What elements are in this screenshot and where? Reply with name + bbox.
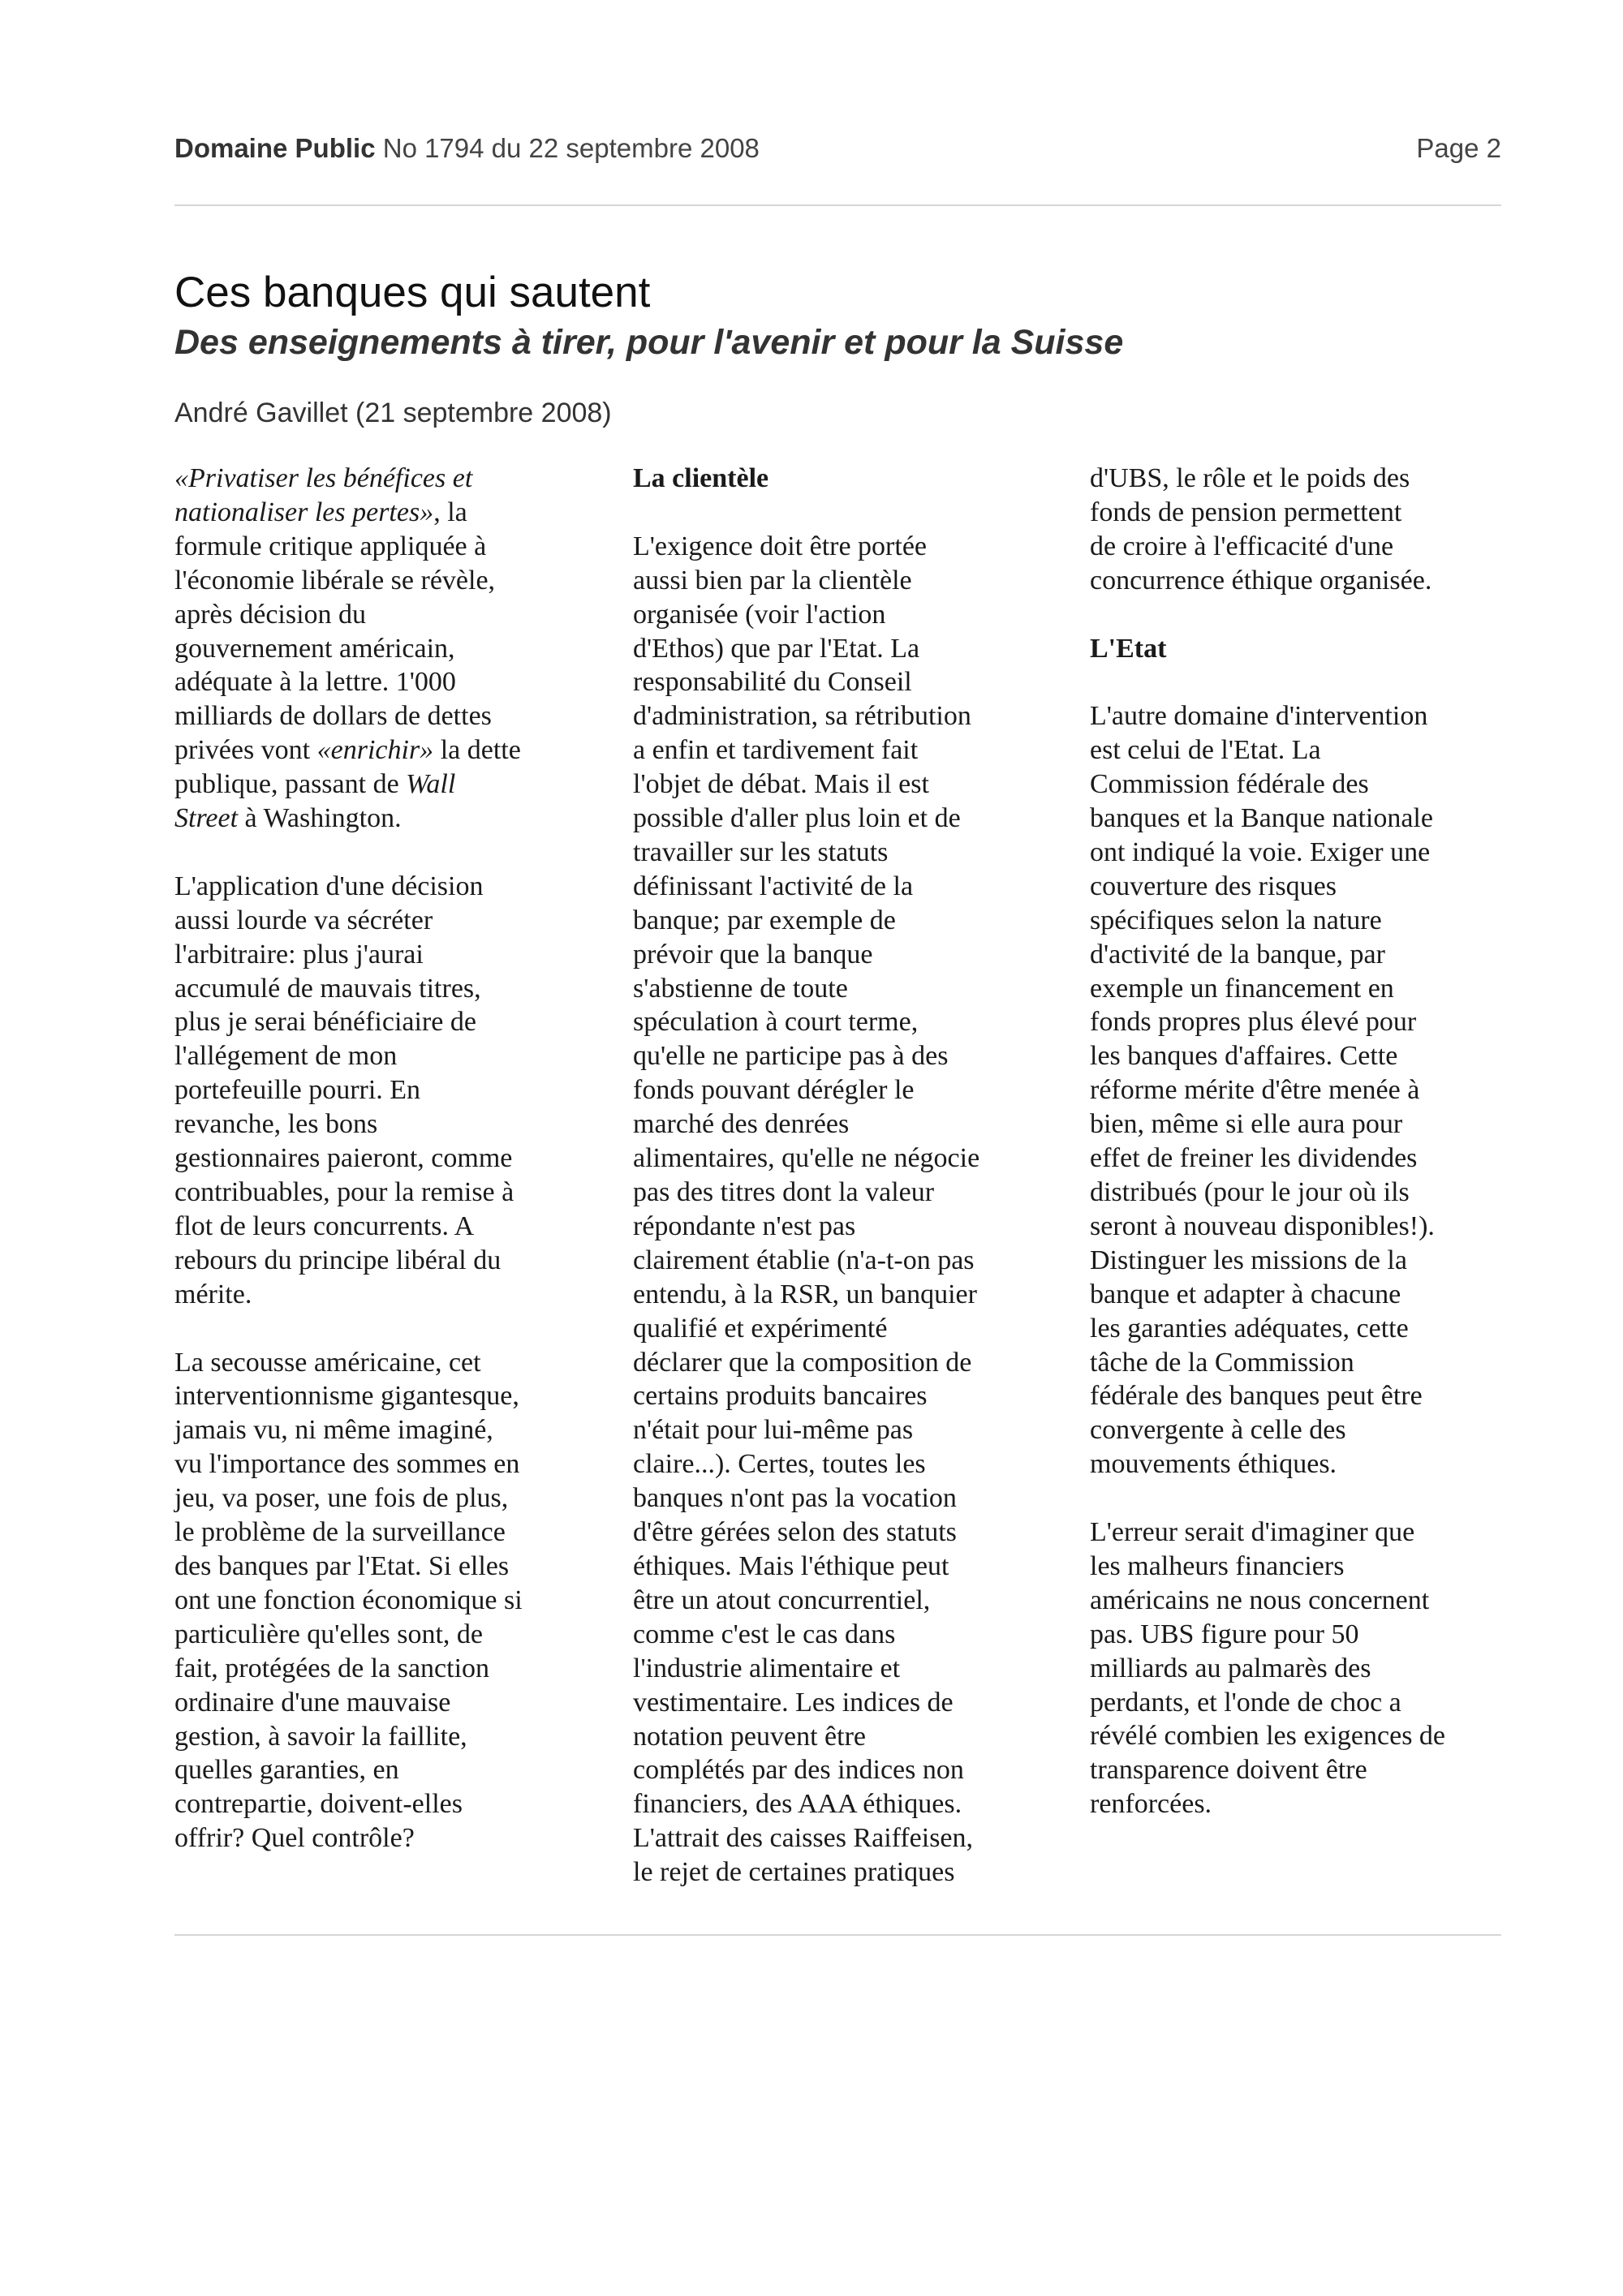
text-line: pas. UBS figure pour 50 <box>1090 1619 1359 1649</box>
text-line: particulière qu'elles sont, de <box>174 1619 483 1649</box>
paragraph <box>1090 699 1528 1481</box>
section-heading-clientele: La clientèle <box>633 463 769 493</box>
text-line: spécifiques selon la nature <box>1090 905 1382 935</box>
text-line: interventionnisme gigantesque, <box>174 1381 519 1412</box>
text-line: «Privatiser les bénéfices et <box>174 463 473 493</box>
text-column-1 <box>174 462 613 1890</box>
text-line <box>174 802 613 836</box>
text-line: pas des titres dont la valeur <box>633 1177 935 1208</box>
text-line: réforme mérite d'être menée à <box>1090 1075 1420 1106</box>
text-line: fait, protégées de la sanction <box>174 1653 490 1683</box>
text-line: portefeuille pourri. En <box>174 1075 421 1106</box>
text-line: l'allégement de mon <box>174 1041 398 1072</box>
text-line: organisée (voir l'action <box>633 599 886 630</box>
paragraph <box>174 870 613 1312</box>
text-line: l'objet de débat. Mais il est <box>633 769 929 800</box>
text-line: seront à nouveau disponibles!). <box>1090 1210 1435 1241</box>
text-run: publique, passant de <box>174 769 407 800</box>
paragraph <box>174 462 613 836</box>
text-line: distribués (pour le jour où ils <box>1090 1177 1410 1207</box>
paragraph <box>633 530 1071 1890</box>
text-line <box>174 733 613 767</box>
text-line: contribuables, pour la remise à <box>174 1177 514 1208</box>
text-line: transparence doivent être <box>1090 1755 1367 1786</box>
text-line: clairement établie (n'a-t-on pas <box>633 1245 975 1275</box>
text-run: la dette <box>433 735 521 766</box>
text-line: l'arbitraire: plus j'aurai <box>174 939 424 970</box>
text-line: les garanties adéquates, cette <box>1090 1313 1409 1344</box>
text-italic: Street <box>174 803 239 834</box>
text-line: effet de freiner les dividendes <box>1090 1143 1418 1174</box>
text-line: banque et adapter à chacune <box>1090 1279 1401 1309</box>
header-divider <box>174 204 1501 206</box>
text-line: perdants, et l'onde de choc a <box>1090 1687 1401 1718</box>
text-line: qu'elle ne participe pas à des <box>633 1041 949 1072</box>
text-line: possible d'aller plus loin et de <box>633 803 961 834</box>
issue-info: No 1794 du 22 septembre 2008 <box>375 133 760 163</box>
text-italic: «enrichir» <box>316 735 434 766</box>
text-column-2 <box>633 462 1071 1924</box>
text-line: L'application d'une décision <box>174 871 484 901</box>
footer-divider <box>174 1934 1501 1936</box>
text-line: révélé combien les exigences de <box>1090 1721 1446 1752</box>
text-column-3 <box>1090 462 1528 1855</box>
article-byline: André Gavillet (21 septembre 2008) <box>174 398 612 428</box>
text-line: entendu, à la RSR, un banquier <box>633 1279 977 1309</box>
text-line: financiers, des AAA éthiques. <box>633 1789 962 1820</box>
text-line: d'activité de la banque, par <box>1090 939 1385 970</box>
text-line: après décision du <box>174 599 367 630</box>
text-line: banques n'ont pas la vocation <box>633 1483 957 1514</box>
text-line: aussi lourde va sécréter <box>174 905 433 935</box>
text-line: complétés par des indices non <box>633 1755 964 1786</box>
text-line: ont une fonction économique si <box>174 1584 523 1615</box>
text-line: accumulé de mauvais titres, <box>174 973 481 1004</box>
text-line: banques et la Banque nationale <box>1090 803 1433 834</box>
text-line: Commission fédérale des <box>1090 769 1369 800</box>
text-line: définissant l'activité de la <box>633 871 914 901</box>
text-line: a enfin et tardivement fait <box>633 735 919 766</box>
text-line: contrepartie, doivent-elles <box>174 1789 463 1820</box>
text-line: La secousse américaine, cet <box>174 1347 481 1378</box>
text-line: fonds propres plus élevé pour <box>1090 1007 1417 1038</box>
text-line: milliards de dollars de dettes <box>174 701 492 732</box>
text-line: exemple un financement en <box>1090 973 1394 1004</box>
text-line: adéquate à la lettre. 1'000 <box>174 667 456 698</box>
text-line: rebours du principe libéral du <box>174 1245 502 1275</box>
text-line: prévoir que la banque <box>633 939 873 970</box>
text-line: formule critique appliquée à <box>174 531 487 561</box>
text-line: Distinguer les missions de la <box>1090 1245 1407 1275</box>
text-line: quelles garanties, en <box>174 1755 399 1786</box>
text-line: L'erreur serait d'imaginer que <box>1090 1517 1415 1548</box>
text-italic: nationaliser les pertes» <box>174 497 434 527</box>
text-line: qualifié et expérimenté <box>633 1313 888 1344</box>
text-line: fonds de pension permettent <box>1090 497 1402 527</box>
text-line: d'être gérées selon des statuts <box>633 1517 957 1548</box>
text-line: flot de leurs concurrents. A <box>174 1210 475 1241</box>
text-line: est celui de l'Etat. La <box>1090 735 1321 766</box>
text-line: d'Ethos) que par l'Etat. La <box>633 633 920 664</box>
text-line: banque; par exemple de <box>633 905 896 935</box>
text-line: L'attrait des caisses Raiffeisen, <box>633 1823 974 1854</box>
text-run: privées vont <box>174 735 317 766</box>
text-line: milliards au palmarès des <box>1090 1653 1371 1683</box>
text-line: couverture des risques <box>1090 871 1337 901</box>
text-line: répondante n'est pas <box>633 1210 856 1241</box>
text-run: , la <box>433 497 467 527</box>
text-line: gestionnaires paieront, comme <box>174 1143 513 1174</box>
text-line: d'UBS, le rôle et le poids des <box>1090 463 1410 493</box>
text-line: mouvements éthiques. <box>1090 1449 1337 1480</box>
page-header <box>174 130 1501 170</box>
text-line <box>174 496 613 530</box>
text-line: jeu, va poser, une fois de plus, <box>174 1483 509 1514</box>
text-line: certains produits bancaires <box>633 1381 928 1412</box>
text-line: travailler sur les statuts <box>633 836 889 867</box>
text-line: américains ne nous concernent <box>1090 1584 1430 1615</box>
text-line: revanche, les bons <box>174 1109 378 1140</box>
text-line: L'exigence doit être portée <box>633 531 927 561</box>
text-line: n'était pour lui-même pas <box>633 1415 914 1446</box>
article-subtitle: Des enseignements à tirer, pour l'avenir et pour la Suisse <box>174 323 1124 362</box>
text-line: alimentaires, qu'elle ne négocie <box>633 1143 980 1174</box>
text-line: les banques d'affaires. Cette <box>1090 1041 1398 1072</box>
text-line: des banques par l'Etat. Si elles <box>174 1550 510 1581</box>
page-number: Page 2 <box>1416 133 1501 163</box>
text-line: être un atout concurrentiel, <box>633 1584 931 1615</box>
text-line: fonds pouvant dérégler le <box>633 1075 915 1106</box>
text-line: plus je serai bénéficiaire de <box>174 1007 476 1038</box>
text-run: à Washington. <box>238 803 402 834</box>
text-line: gouvernement américain, <box>174 633 455 664</box>
text-line: notation peuvent être <box>633 1721 867 1752</box>
text-line: l'économie libérale se révèle, <box>174 565 496 595</box>
publication-info <box>174 133 760 164</box>
paragraph <box>1090 1516 1528 1821</box>
text-line: le rejet de certaines pratiques <box>633 1857 955 1888</box>
text-line: fédérale des banques peut être <box>1090 1381 1423 1412</box>
text-line <box>174 767 613 802</box>
text-line: s'abstienne de toute <box>633 973 848 1004</box>
text-line: mérite. <box>174 1279 252 1309</box>
text-line: le problème de la surveillance <box>174 1517 506 1548</box>
text-line: bien, même si elle aura pour <box>1090 1109 1403 1140</box>
text-line: offrir? Quel contrôle? <box>174 1823 415 1854</box>
text-line: les malheurs financiers <box>1090 1550 1345 1581</box>
text-line: l'industrie alimentaire et <box>633 1653 901 1683</box>
paragraph <box>174 1346 613 1856</box>
paragraph <box>1090 462 1528 598</box>
text-line: éthiques. Mais l'éthique peut <box>633 1550 949 1581</box>
text-italic: Wall <box>406 769 456 800</box>
text-line: jamais vu, ni même imaginé, <box>174 1415 493 1446</box>
text-line: marché des denrées <box>633 1109 850 1140</box>
text-line: comme c'est le cas dans <box>633 1619 896 1649</box>
text-line: ont indiqué la voie. Exiger une <box>1090 836 1431 867</box>
section-heading-etat: L'Etat <box>1090 633 1167 664</box>
text-line: concurrence éthique organisée. <box>1090 565 1432 595</box>
text-line: vu l'importance des sommes en <box>174 1449 520 1480</box>
text-line: vestimentaire. Les indices de <box>633 1687 954 1718</box>
publication-name: Domaine Public <box>174 133 376 163</box>
text-line: de croire à l'efficacité d'une <box>1090 531 1394 561</box>
text-line: responsabilité du Conseil <box>633 667 912 698</box>
text-line: renforcées. <box>1090 1789 1212 1820</box>
text-line: convergente à celle des <box>1090 1415 1346 1446</box>
text-line: L'autre domaine d'intervention <box>1090 701 1428 732</box>
article-title: Ces banques qui sautent <box>174 269 651 316</box>
text-line: aussi bien par la clientèle <box>633 565 912 595</box>
text-line: déclarer que la composition de <box>633 1347 972 1378</box>
text-line: ordinaire d'une mauvaise <box>174 1687 451 1718</box>
text-line: tâche de la Commission <box>1090 1347 1354 1378</box>
text-line: d'administration, sa rétribution <box>633 701 971 732</box>
text-line: gestion, à savoir la faillite, <box>174 1721 467 1752</box>
text-line: spéculation à court terme, <box>633 1007 919 1038</box>
text-line: claire...). Certes, toutes les <box>633 1449 926 1480</box>
